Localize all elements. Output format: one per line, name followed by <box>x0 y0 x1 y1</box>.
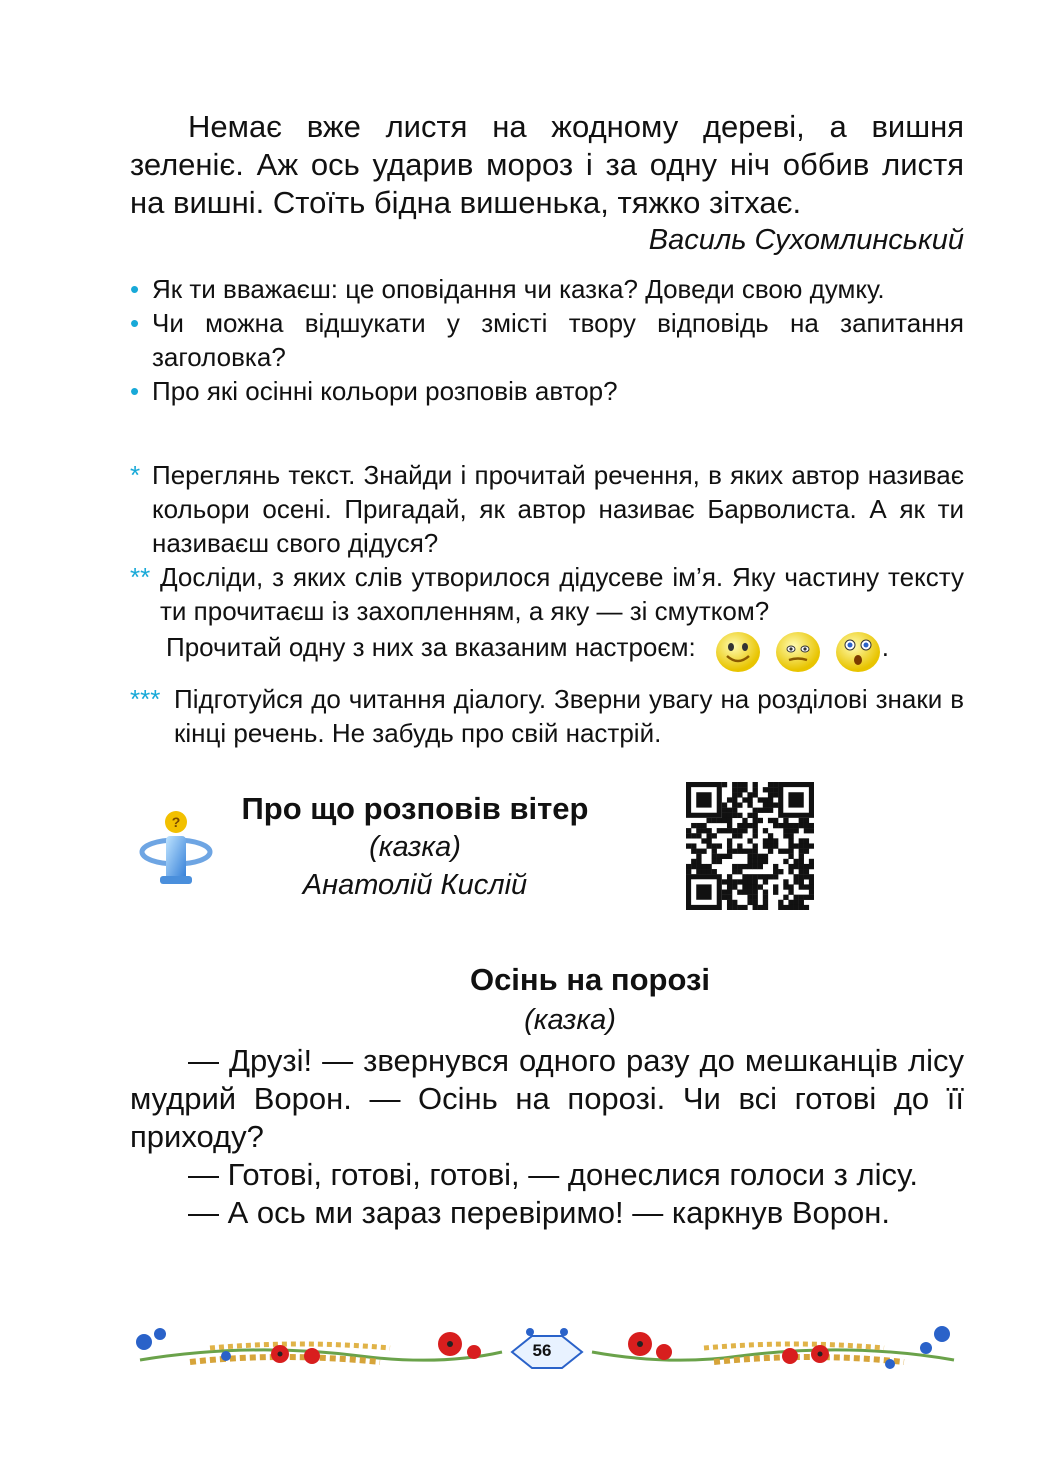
question-text: Чи можна відшукати у змісті твору відповідь на запитання заголовка? <box>152 308 964 372</box>
bullet-marker: • <box>130 376 140 406</box>
bullet-marker: • <box>130 274 140 304</box>
question-text: Як ти вважаєш: це оповідання чи казка? Доведи свою думку. <box>152 274 885 304</box>
smile-surprised-icon <box>834 630 882 674</box>
qr-code[interactable] <box>686 782 814 910</box>
page-number: 56 <box>532 1341 552 1360</box>
task-mood-line <box>130 630 964 674</box>
story-title: Осінь на порозі <box>469 962 711 997</box>
task-item <box>130 560 964 628</box>
star-marker: *** <box>130 684 161 714</box>
story-text <box>130 1042 964 1232</box>
task-text: Переглянь текст. Знайди і прочитай речення, в яких автор називає кольори осені. Пригадай, як автор називає Барволиста. А як ти називаєш свого дідуся? <box>152 460 964 558</box>
task-text: Досліди, з яких слів утворилося дідусеве ім’я. Яку частину тексту ти прочитаєш із захопленням, а яку — зі смутком? <box>160 562 964 626</box>
questions-list <box>130 272 964 408</box>
star-marker: * <box>130 460 141 490</box>
story-paragraph: — Готові, готові, готові, — донеслися голоси з лісу. <box>188 1157 918 1192</box>
info-icon <box>138 808 214 888</box>
question-item <box>130 306 964 374</box>
tasks-list <box>130 458 964 750</box>
audio-story-genre: (казка) <box>369 831 461 863</box>
audio-story-title: Про що розповів вітер <box>241 791 589 826</box>
task-item <box>130 458 964 560</box>
task-mood-text: Прочитай одну з них за вказаним настроєм: <box>166 632 696 662</box>
story-ending-author: Василь Сухомлинський <box>648 224 964 256</box>
story-ending-text: Немає вже листя на жодному дереві, а вишня зеленіє. Аж ось ударив мороз і за одну ніч оббив листя на вишні. Стоїть бідна вишенька, тяжко зітхає. <box>130 109 964 220</box>
audio-story-block <box>230 790 600 904</box>
question-item <box>130 374 964 408</box>
mood-smileys <box>714 630 882 674</box>
story-genre: (казка) <box>524 1004 616 1036</box>
star-marker: ** <box>130 562 151 592</box>
audio-story-author: Анатолій Кислій <box>302 869 528 901</box>
svg-text:?: ? <box>171 814 181 830</box>
task-mood-end: . <box>881 632 889 662</box>
story-ending <box>130 108 964 222</box>
task-item <box>130 682 964 750</box>
smile-neutral-icon <box>774 630 822 674</box>
task-text: Підготуйся до читання діалогу. Зверни увагу на розділові знаки в кінці речень. Не забудь про свій настрій. <box>174 684 964 748</box>
story-paragraph: — А ось ми зараз перевіримо! — каркнув Ворон. <box>188 1195 890 1230</box>
question-item <box>130 272 964 306</box>
question-text: Про які осінні кольори розповів автор? <box>152 376 618 406</box>
smile-happy-icon <box>714 630 762 674</box>
bullet-marker: • <box>130 308 140 338</box>
story-paragraph: — Друзі! — звернувся одного разу до мешканців лісу мудрий Ворон. — Осінь на порозі. Чи всі готові до її приходу? <box>130 1043 964 1154</box>
